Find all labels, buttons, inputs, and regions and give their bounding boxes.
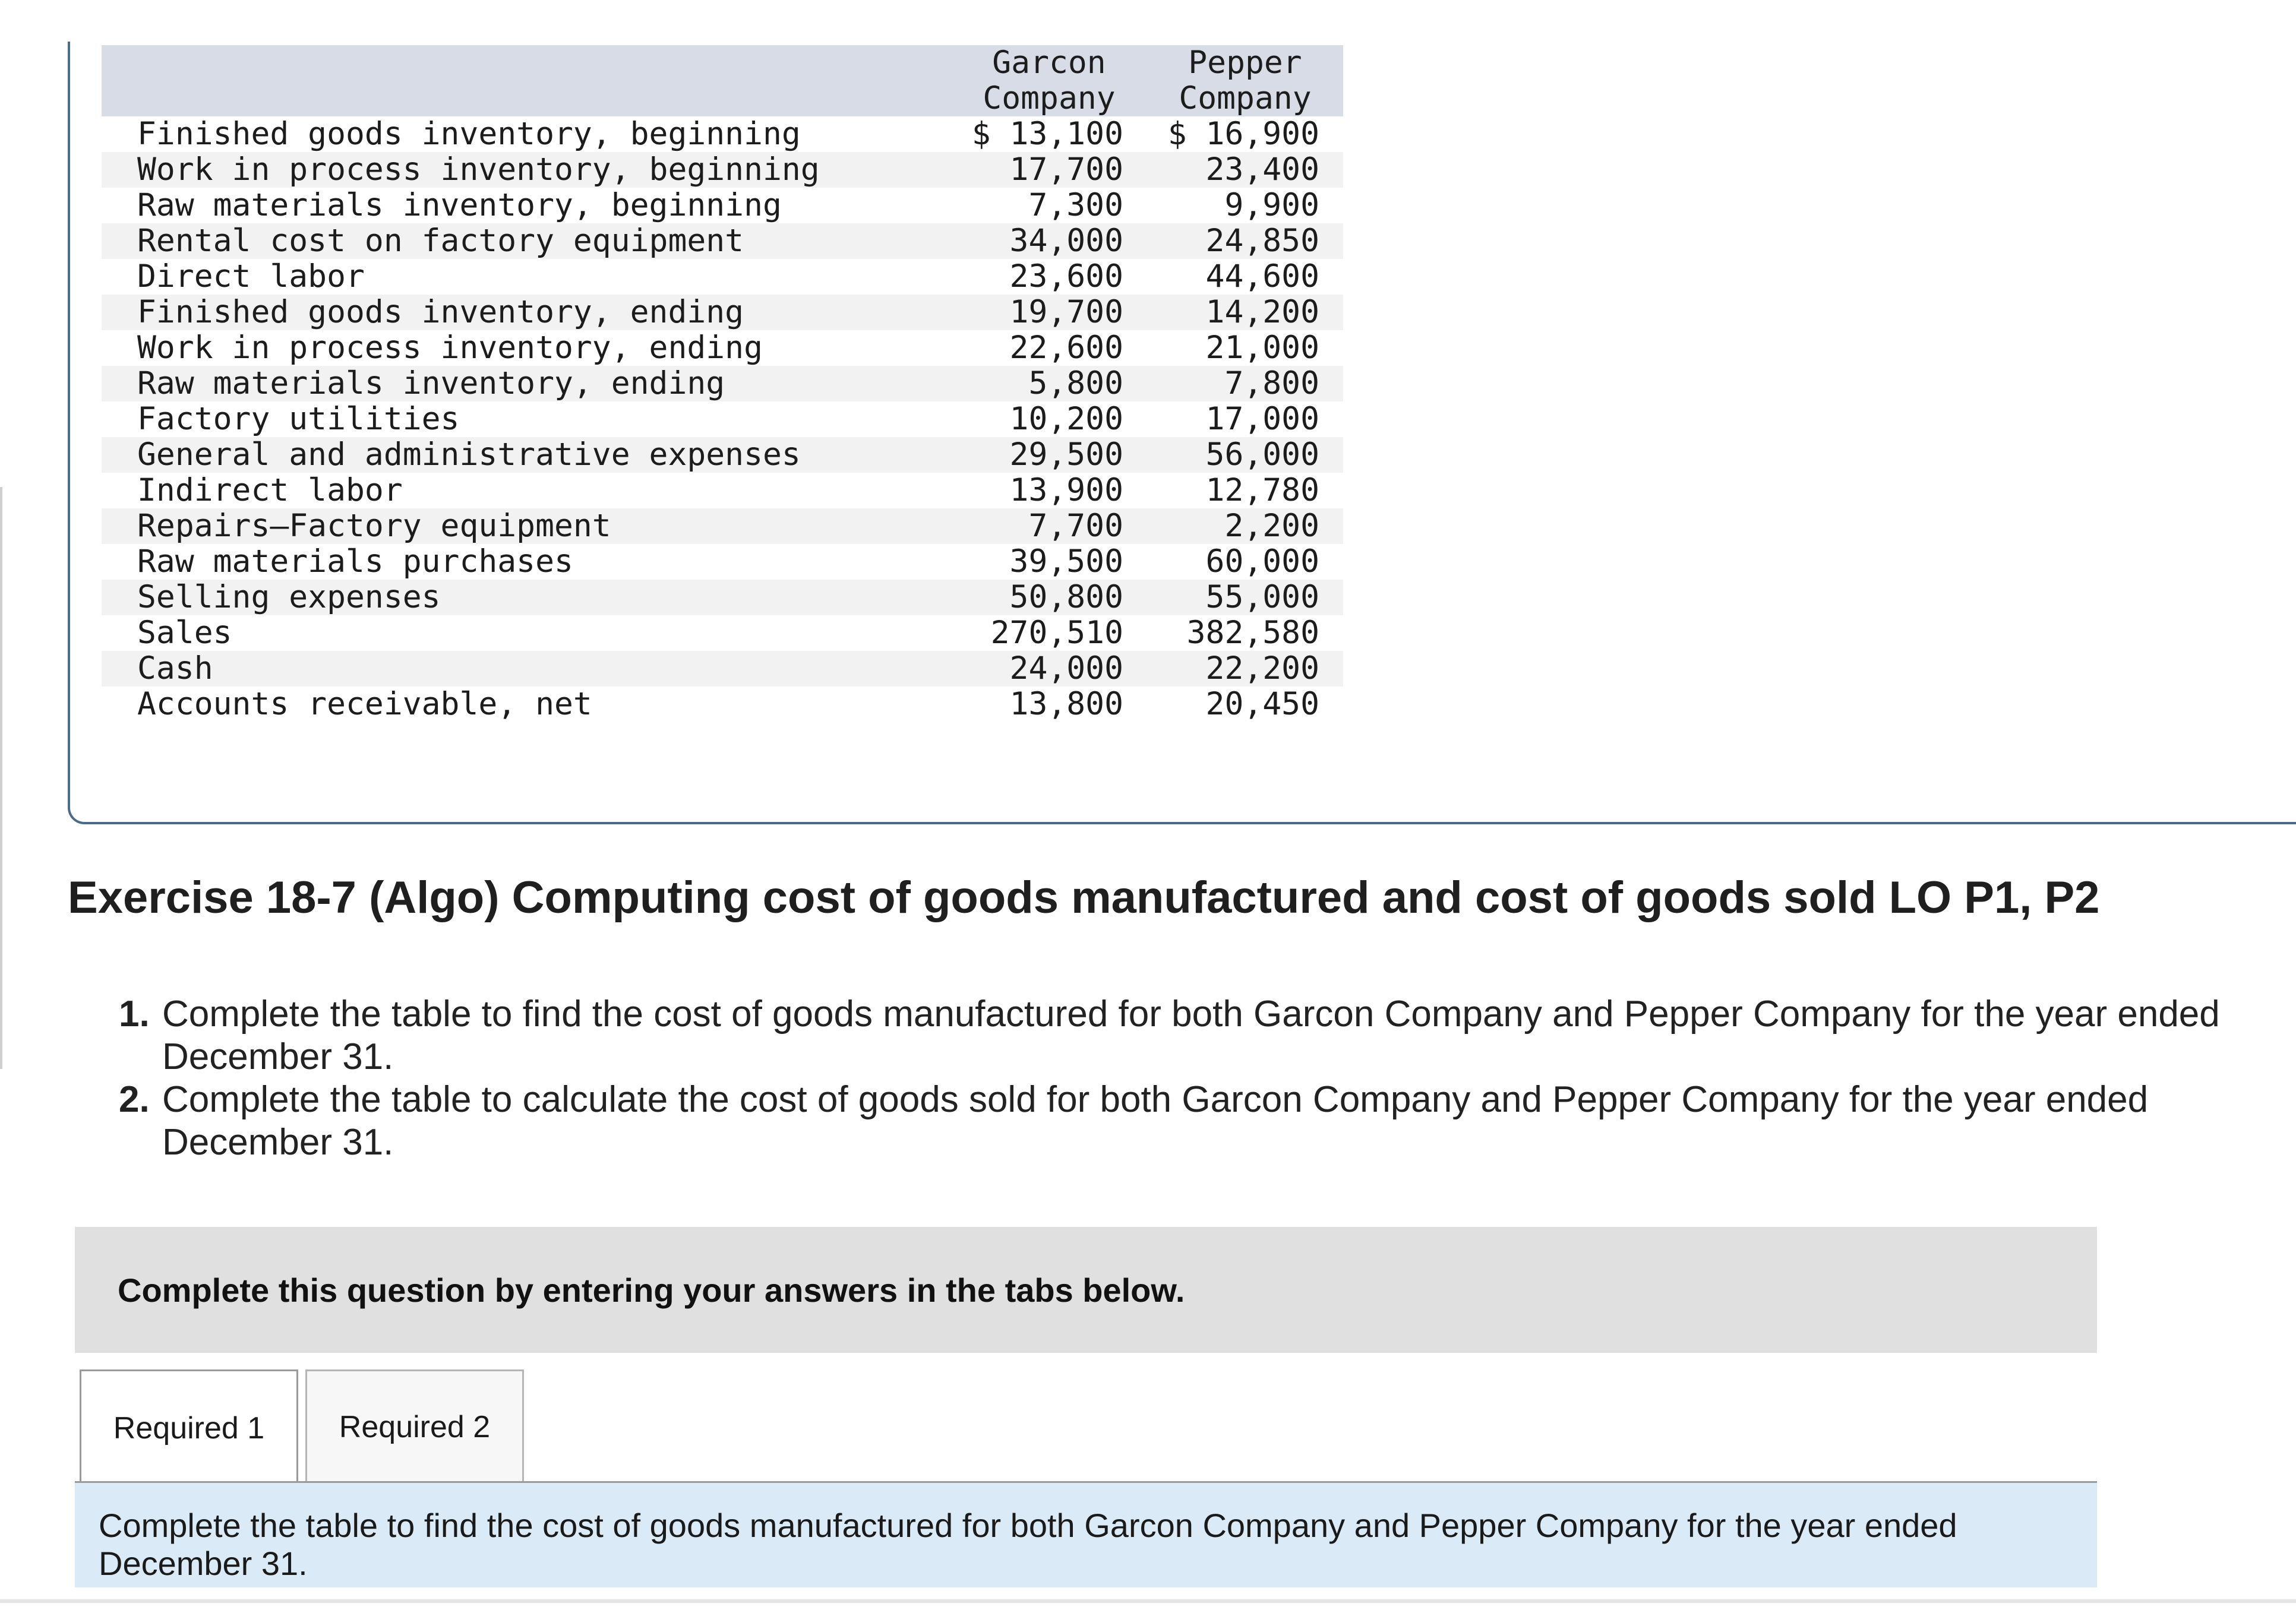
table-row (102, 508, 1343, 544)
row-label: Raw materials inventory, beginning (137, 187, 782, 223)
garcon-value: 270,510 (990, 615, 1123, 651)
row-label: Sales (137, 615, 232, 651)
left-edge-divider (0, 487, 2, 1069)
table-row (102, 473, 1343, 508)
garcon-value: 17,700 (951, 152, 1147, 188)
exercise-title: Exercise 18-7 (Algo) Computing cost of goods manufactured and cost of goods sold LO P1, P2 (68, 872, 2100, 923)
garcon-value: 10,200 (1009, 401, 1123, 437)
table-row (102, 580, 1343, 615)
table-row (102, 295, 1343, 330)
pepper-value: 7,800 (1147, 366, 1343, 401)
pepper-value: 9,900 (1224, 187, 1319, 223)
header-pepper-line2: Company (1179, 80, 1312, 116)
garcon-value: 19,700 (951, 295, 1147, 330)
instruction-banner (75, 1227, 2097, 1353)
garcon-value: 7,300 (1028, 187, 1123, 223)
row-label: Raw materials purchases (137, 543, 573, 580)
pepper-value: 56,000 (1147, 437, 1343, 473)
table-row (102, 366, 1343, 401)
row-label: Rental cost on factory equipment (102, 223, 951, 259)
tab-label: Required 2 (339, 1409, 491, 1444)
header-garcon-line1: Garcon (992, 45, 1106, 81)
header-pepper (1147, 45, 1343, 116)
instruction-item (119, 993, 2281, 1078)
row-label: Repairs—Factory equipment (102, 508, 951, 544)
table-row (102, 223, 1343, 259)
garcon-value: 7,700 (951, 508, 1147, 544)
tab-required-2[interactable] (305, 1369, 524, 1482)
garcon-value: $ 13,100 (971, 116, 1123, 152)
table-row (102, 544, 1343, 580)
tab-required-1[interactable] (80, 1369, 298, 1485)
garcon-value: 13,800 (1009, 686, 1123, 722)
row-label: General and administrative expenses (102, 437, 951, 473)
table-row (102, 651, 1343, 687)
garcon-value: 13,900 (1009, 472, 1123, 508)
row-label: Finished goods inventory, beginning (137, 116, 801, 152)
data-table (102, 45, 1343, 722)
header-label-cell (102, 45, 951, 116)
garcon-value: 29,500 (951, 437, 1147, 473)
pepper-value: 21,000 (1205, 330, 1319, 366)
pepper-value: 17,000 (1205, 401, 1319, 437)
instruction-number: 2. (119, 1079, 150, 1120)
row-label: Direct labor (137, 258, 365, 295)
tab-bar (80, 1369, 531, 1482)
row-label: Work in process inventory, ending (137, 330, 763, 366)
pepper-value: 382,580 (1186, 615, 1319, 651)
pepper-value: 20,450 (1205, 686, 1319, 722)
garcon-value: 39,500 (1009, 543, 1123, 580)
table-row (102, 259, 1343, 295)
pepper-value: 60,000 (1205, 543, 1319, 580)
instructions-list (119, 993, 2281, 1164)
bottom-divider (0, 1599, 2296, 1603)
table-row (102, 188, 1343, 223)
garcon-value: 23,600 (1009, 258, 1123, 295)
garcon-value: 50,800 (951, 580, 1147, 615)
pepper-value: 55,000 (1147, 580, 1343, 615)
pepper-value: 2,200 (1147, 508, 1343, 544)
row-label: Raw materials inventory, ending (102, 366, 951, 401)
table-row (102, 116, 1343, 152)
row-label: Selling expenses (102, 580, 951, 615)
banner-text: Complete this question by entering your answers in the tabs below. (118, 1271, 1185, 1309)
instruction-text: Complete the table to calculate the cost of goods sold for both Garcon Company and Pepper Company for the year ended December 31. (162, 1079, 2149, 1163)
row-label: Cash (102, 651, 951, 687)
pepper-value: 23,400 (1147, 152, 1343, 188)
pepper-value: 22,200 (1147, 651, 1343, 687)
instruction-number: 1. (119, 994, 150, 1035)
pepper-value: 12,780 (1205, 472, 1319, 508)
row-label: Indirect labor (137, 472, 403, 508)
row-label: Finished goods inventory, ending (102, 295, 951, 330)
tab-label: Required 1 (113, 1410, 265, 1445)
garcon-value: 24,000 (951, 651, 1147, 687)
instruction-item (119, 1078, 2281, 1164)
table-row (102, 401, 1343, 437)
row-label: Factory utilities (137, 401, 460, 437)
garcon-value: 22,600 (1009, 330, 1123, 366)
table-row (102, 152, 1343, 188)
header-pepper-line1: Pepper (1188, 45, 1302, 81)
pepper-value: $ 16,900 (1167, 116, 1319, 152)
garcon-value: 34,000 (951, 223, 1147, 259)
table-row (102, 615, 1343, 651)
pepper-value: 24,850 (1147, 223, 1343, 259)
row-label: Work in process inventory, beginning (102, 152, 951, 188)
table-row (102, 330, 1343, 366)
pepper-value: 14,200 (1147, 295, 1343, 330)
panel-text: Complete the table to find the cost of goods manufactured for both Garcon Company and Pepper Company for the year ended December 31. (99, 1507, 1957, 1582)
tab-panel-message (75, 1483, 2097, 1587)
instruction-text: Complete the table to find the cost of goods manufactured for both Garcon Company and Pepper Company for the year ended December 31. (162, 994, 2220, 1077)
table-header-row (102, 45, 1343, 116)
table-row (102, 437, 1343, 473)
header-garcon-line2: Company (983, 80, 1116, 116)
pepper-value: 44,600 (1205, 258, 1319, 295)
garcon-value: 5,800 (951, 366, 1147, 401)
row-label: Accounts receivable, net (137, 686, 592, 722)
header-garcon (951, 45, 1147, 116)
table-row (102, 687, 1343, 722)
